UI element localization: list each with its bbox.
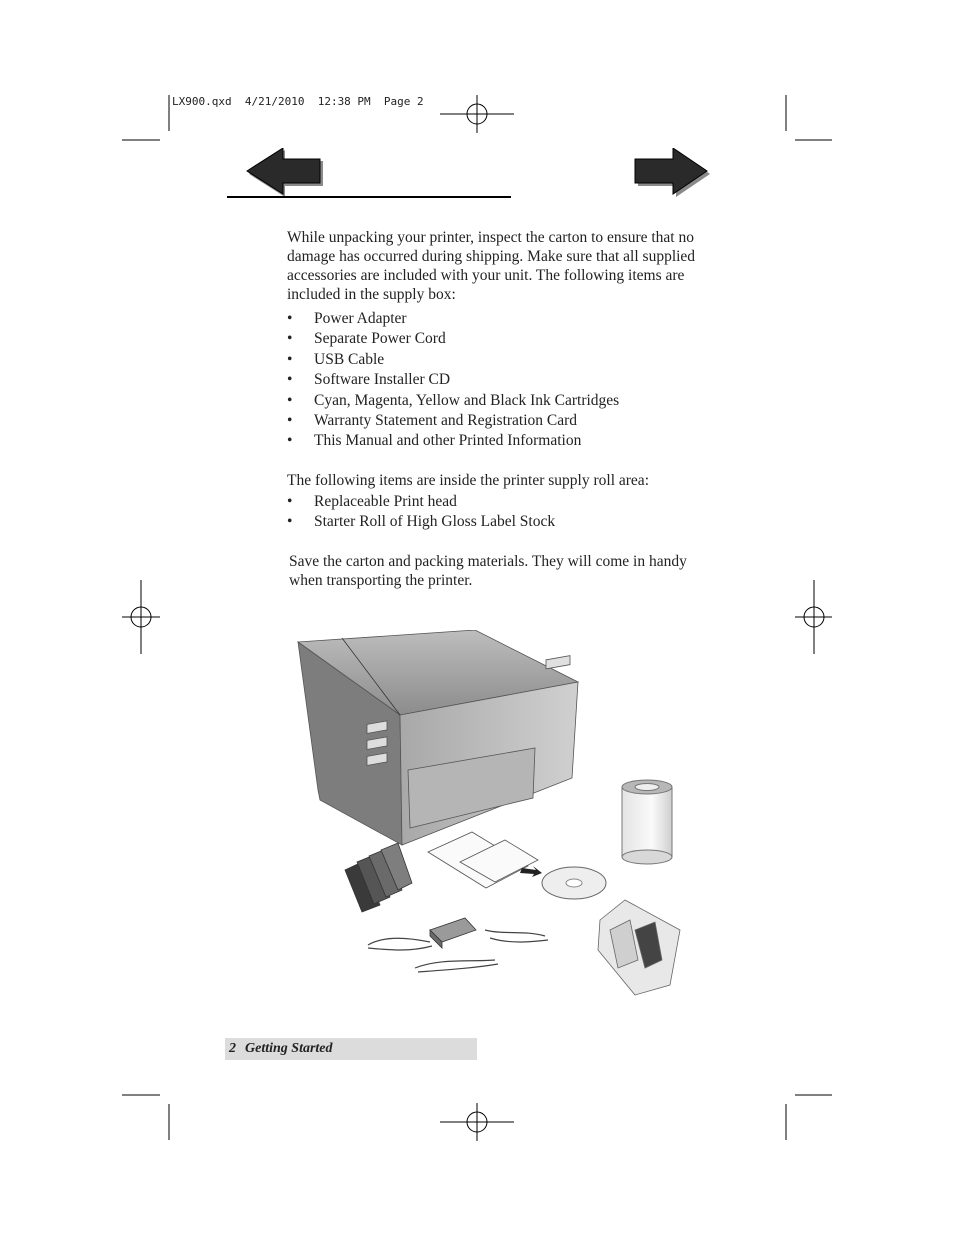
registration-target-right	[795, 580, 832, 654]
print-head	[598, 900, 680, 995]
documents-envelope	[428, 832, 538, 888]
list-item: • Separate Power Cord	[287, 329, 619, 349]
registration-target-left	[122, 580, 160, 654]
power-adapter	[430, 918, 476, 948]
printer	[298, 630, 578, 845]
header-rule	[227, 196, 511, 198]
list-item: • This Manual and other Printed Information	[287, 431, 619, 451]
label-roll	[622, 780, 672, 864]
printer-accessories-illustration	[290, 630, 720, 1000]
section-title: Getting Started	[245, 1041, 333, 1056]
left-arrow-icon[interactable]	[245, 148, 325, 198]
list-item: • USB Cable	[287, 350, 619, 370]
slug-line: LX900.qxd 4/21/2010 12:38 PM Page 2	[172, 95, 424, 108]
supply-box-list	[287, 309, 619, 452]
cd-disc	[542, 867, 606, 899]
registration-target-top	[440, 95, 514, 133]
page-number: 2	[229, 1041, 236, 1056]
registration-target-bottom	[440, 1103, 514, 1141]
list-item: • Cyan, Magenta, Yellow and Black Ink Cartridges	[287, 391, 619, 411]
right-arrow-icon[interactable]	[632, 148, 712, 198]
intro-paragraph: While unpacking your printer, inspect the carton to ensure that no damage has occurred during shipping. Make sure that all supplied accessories are included with your unit. The following items are included in the supply box:	[287, 229, 696, 303]
roll-area-list	[287, 492, 555, 533]
list-item: • Software Installer CD	[287, 370, 619, 390]
page-footer	[225, 1038, 477, 1060]
roll-area-intro: The following items are inside the printer supply roll area:	[287, 472, 649, 489]
list-item: • Starter Roll of High Gloss Label Stock	[287, 512, 555, 532]
list-item: • Replaceable Print head	[287, 492, 555, 512]
ink-cartridges	[345, 843, 412, 912]
list-item: • Power Adapter	[287, 309, 619, 329]
list-item: • Warranty Statement and Registration Card	[287, 411, 619, 431]
save-carton-note: Save the carton and packing materials. They will come in handy when transporting the printer.	[289, 553, 687, 589]
